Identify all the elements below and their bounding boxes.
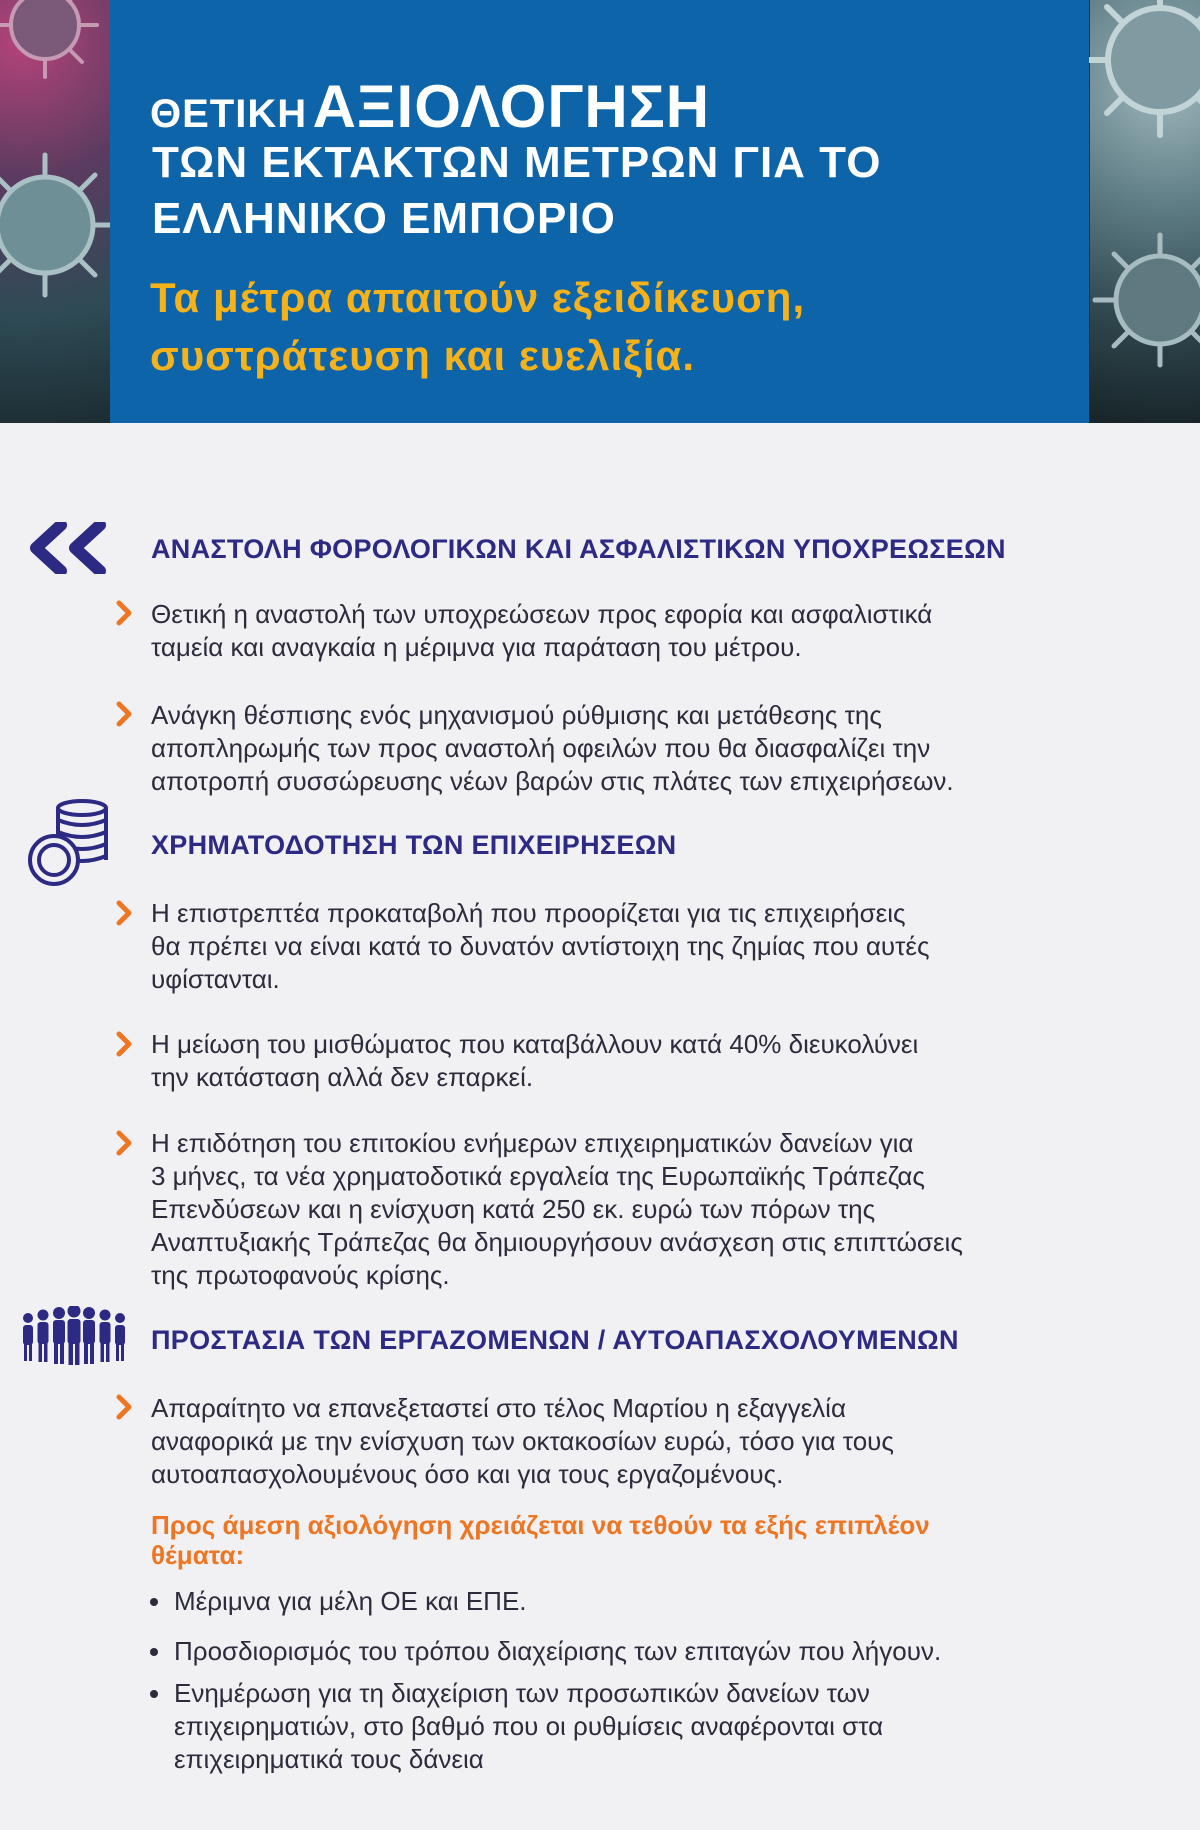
title-part2: ΑΞΙΟΛΟΓΗΣΗ [312,73,711,140]
section-title-tax: ΑΝΑΣΤΟΛΗ ΦΟΡΟΛΟΓΙΚΩΝ ΚΑΙ ΑΣΦΑΛΙΣΤΙΚΩΝ ΥΠΟΧΡΕΩΣΕΩΝ [151,534,1006,564]
people-group-icon [20,1306,128,1366]
chevron-right-icon [114,1130,136,1156]
page-title [150,72,710,141]
bullet-dot-icon [150,1690,158,1698]
title-line2: ΤΩΝ ΕΚΤΑΚΤΩΝ ΜΕΤΡΩΝ ΓΙΑ ΤΟ [152,138,882,187]
virus-icon [1080,0,1200,140]
virus-icon [0,150,120,300]
coins-icon [26,798,112,888]
page-title-continued [152,135,1052,247]
hero-banner [0,0,1200,423]
bullet-dot-icon [150,1648,158,1656]
bullet-item: Θετική η αναστολή των υποχρεώσεων προς εφορία και ασφαλιστικά ταμεία και αναγκαία η μέριμνα για παράταση του μέτρου. [151,599,933,662]
section-title-financing: ΧΡΗΜΑΤΟΔΟΤΗΣΗ ΤΩΝ ΕΠΙΧΕΙΡΗΣΕΩΝ [151,830,677,860]
chevron-right-icon [114,600,136,626]
bullet-item: Η επιστρεπτέα προκαταβολή που προορίζεται για τις επιχειρήσεις θα πρέπει να είναι κατά το δυνατόν αντίστοιχη της ζημίας που αυτές υφίστανται. [151,898,930,994]
bullet-item: Η επιδότηση του επιτοκίου ενήμερων επιχειρηματικών δανείων για 3 μήνες, τα νέα χρηματοδοτικά εργαλεία της Ευρωπαϊκής Τράπεζας Επενδύσεων και η ενίσχυση κατά 250 εκ. ευρώ των πόρων της Αναπτυξιακής Τράπεζας θα δημιουργήσουν ανάσχεση στις επιπτώσεις της πρωτοφανούς κρίσης. [151,1128,963,1290]
bullet-dot-icon [150,1598,158,1606]
chevron-right-icon [114,1394,136,1420]
additional-issues-note: Προς άμεση αξιολόγηση χρειάζεται να τεθούν τα εξής επιπλέον θέματα: [151,1510,930,1570]
section-title-workers: ΠΡΟΣΤΑΣΙΑ ΤΩΝ ΕΡΓΑΖΟΜΕΝΩΝ / ΑΥΤΟΑΠΑΣΧΟΛΟΥΜΕΝΩΝ [151,1325,959,1355]
chevron-right-icon [114,900,136,926]
virus-icon [1090,230,1200,370]
double-chevron-left-icon [28,522,110,574]
subtitle-line2: συστράτευση και ευελιξία. [150,332,696,379]
chevron-right-icon [114,701,136,727]
title-line3: ΕΛΛΗΝΙΚΟ ΕΜΠΟΡΙΟ [152,194,616,243]
subtitle-line1: Τα μέτρα απαιτούν εξειδίκευση, [150,274,806,321]
title-part1: ΘΕΤΙΚΗ [150,92,308,136]
bullet-item: Απαραίτητο να επανεξεταστεί στο τέλος Μαρτίου η εξαγγελία αναφορικά με την ενίσχυση των οκτακοσίων ευρώ, τόσο για τους αυτοαπασχολουμένους όσο και για τους εργαζομένους. [151,1393,894,1489]
bullet-item: Ανάγκη θέσπισης ενός μηχανισμού ρύθμισης και μετάθεσης της αποπληρωμής των προς αναστολή οφειλών που θα διασφαλίζει την αποτροπή συσσώρευσης νέων βαρών στις πλάτες των επιχειρήσεων. [151,700,954,796]
bullet-item: Η μείωση του μισθώματος που καταβάλλουν κατά 40% διευκολύνει την κατάσταση αλλά δεν επαρκεί. [151,1029,919,1092]
chevron-right-icon [114,1031,136,1057]
virus-icon [0,0,100,80]
page-subtitle [150,269,1050,385]
